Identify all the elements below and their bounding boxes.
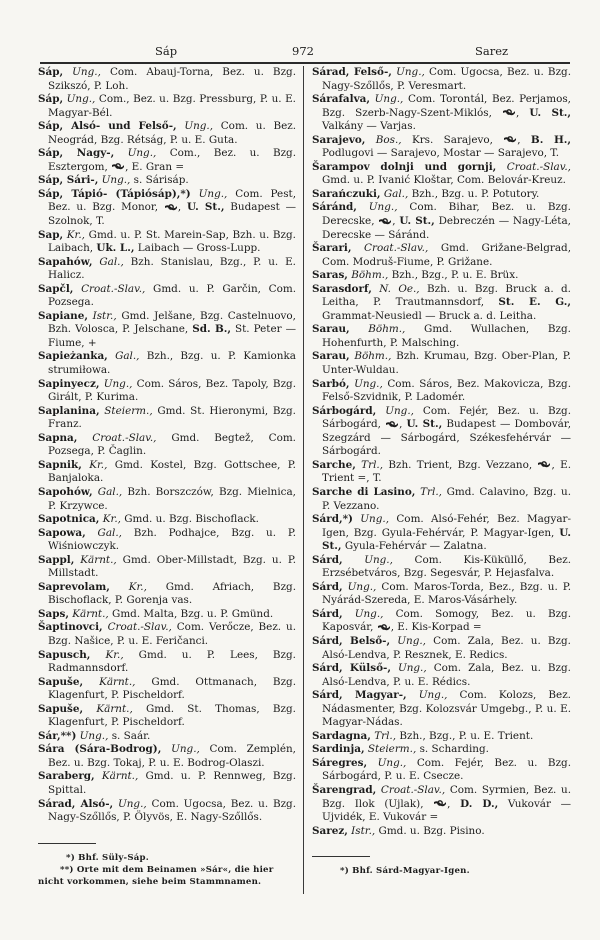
entry-region: Croat.-Slav., [380,783,446,796]
entry-region: Ung., [171,743,200,756]
post-horn-icon [111,163,125,170]
entry-headword: Šaptinovci, [38,621,103,634]
entry-headword: Sáp, Tápió- (Tápiósáp),*) [38,187,191,200]
gazetteer-entry [312,554,571,581]
entry-tail: , E. Gran = [125,160,185,173]
gazetteer-entry [312,784,571,825]
entry-region: Gal., [99,255,124,268]
entry-headword: Sárafalva, [312,93,370,106]
gazetteer-entry [38,486,296,513]
entry-headword: Sárd,*) [312,513,353,526]
gazetteer-entry [312,350,571,377]
entry-body: Com. Bihar, Bez. u. Bzg. Derecske, [322,201,571,228]
gazetteer-entry [312,283,571,324]
entry-region: Kr., [89,458,108,471]
entry-region: Ung., [347,580,377,593]
entry-body: Gmd. Afriach, Bzg. Bischoflack, P. Gorenja vas. [48,580,296,607]
entry-body: Gmd. Grižane-Belgrad, Com. Modruš-Fiume, P. Grižane. [322,242,572,268]
page-number: 972 [292,44,314,58]
entry-body: Bzh. Krumau, Bzg. Ober-Plan, P. Unter-Wuldau. [322,350,571,377]
entry-headword: Sarche di Lasino, [312,485,416,498]
entry-tail: , [447,797,451,810]
gazetteer-entry [312,825,571,839]
entry-region: Ung., [79,729,109,742]
entry-route: Laibach — Gross-Lupp. [137,242,261,255]
entry-headword: Sáp, Alsó- und Felső-, [38,120,177,133]
entry-headword: Sapna, [38,431,78,444]
entry-body: Bzh. Podhajce, Bzg. u. P. Wiśniowczyk. [48,526,297,553]
gazetteer-entry [38,310,296,351]
entry-headword: Sáregres, [312,756,368,769]
entry-route: Valkány — Varjas. [322,120,416,133]
entry-body: Com. Kolozs, Bez. Nádasmenter, Bzg. Kolozsvár Umgebg., P. u. E. Magyar-Nádas. [322,689,571,729]
entry-body: Com. Zala, Bez. u. Bzg. Alsó-Lendva, P. Resznek, E. Redics. [322,634,571,661]
entry-body: Gmd. u. P. Ivanić Kloštar, Com. Belovár-Kreuz. [322,174,566,187]
entry-railway: U. St., [399,215,435,228]
entry-railway: U. St., [529,106,571,119]
entry-body: Com. Zemplén, Bez. u. Bzg. Tokaj, P. u. E. Bodrog-Olaszi. [48,743,296,769]
gazetteer-entry [38,581,296,608]
entry-headword: Saraberg, [38,770,95,783]
entry-route: Debreczén — Nagy-Léta, Derecske — Sáránd. [322,215,571,241]
entry-body: Gmd. St. Thomas, Bzg. Klagenfurt, P. Pischeldorf. [48,702,296,729]
entry-region: Kr., [102,513,121,526]
entry-headword: Sappl, [38,553,75,566]
footnote-rule [38,843,96,844]
entry-region: Kärnt., [99,675,136,688]
entry-headword: Sáp, [38,66,64,78]
post-horn-icon [537,461,551,468]
gazetteer-entry [312,757,571,784]
gazetteer-entry [38,608,296,622]
entry-tail: , [392,215,396,228]
gazetteer-entry [38,527,296,554]
gazetteer-entry [312,581,571,608]
entry-route: Podlugovi — Sarajevo, Mostar — Sarajevo, T. [322,147,560,160]
entry-region: Croat.-Slav., [506,160,571,173]
entry-body: Gmd. u. P. Rennweg, Bzg. Spittal. [48,770,296,796]
entry-region: Ung., [396,66,425,78]
entry-headword: Sapnik, [38,458,82,471]
gazetteer-entry [312,459,571,486]
entry-body: Com. Pest, Bez. u. Bzg. Monor, [48,187,297,214]
entry-body: Com. Fejér, Bez. u. Bzg. Sárbogárd, [322,404,572,431]
entry-railway: U. St., [322,526,571,553]
entry-body: Com. u. Bez. Neográd, Bzg. Rétság, P. u. E. Guta. [48,120,296,146]
entry-headword: Sap, [38,228,64,241]
header-rule [40,62,570,64]
header-right-keyword: Sarez [475,44,509,58]
entry-body: Com., Bez. u. Bzg. Pressburg, P. u. E. Magyar-Bél. [48,93,296,119]
gazetteer-entry [312,486,571,513]
entry-headword: Saplanina, [38,404,100,417]
entry-region: Ung., [374,93,404,106]
entry-headword: Sáránd, [312,201,357,214]
entry-route: Vukovár — Ujvidék, E. Vukovár = [322,797,571,824]
gazetteer-entry [312,66,571,93]
footnote: *) Bhf. Süly-Sáp. [66,852,149,863]
entry-headword: Sáp, Nagy-, [38,147,115,160]
entry-body: Krs. Sarajevo, [411,133,493,146]
entry-region: Kr., [66,228,85,241]
post-horn-icon [433,800,447,807]
entry-body: Com. Ugocsa, Bez. u. Bzg. Nagy-Szőllős, P. Ölyvös, E. Nagy-Szőllős. [48,797,297,824]
header-left-keyword: Sáp [155,44,178,58]
gazetteer-entry [38,120,296,147]
entry-region: Ung., [354,607,384,620]
entry-body: Com. Kis-Küküllő, Bez. Erzsébetváros, Bzg. Segesvár, P. Hejasfalva. [322,553,571,580]
gazetteer-entry [312,743,571,757]
entry-region: Ung., [66,93,96,106]
entry-region: Ung., [418,689,448,702]
entry-body: Gmd. u. P. Lees, Bzg. Radmannsdorf. [48,648,296,675]
entry-body: s. Scharding. [419,743,489,756]
entry-body: Com. Torontál, Bez. Perjamos, Bzg. Szerb-Nagy-Szent-Miklós, [322,93,571,119]
entry-body: Gmd. Ottmanach, Bzg. Klagenfurt, P. Pischeldorf. [48,675,296,702]
entry-region: Croat.-Slav., [92,431,157,444]
entry-headword: Sarez, [312,824,348,837]
footnote: **) Orte mit dem Beinamen »Sár«, die hier nicht vorkommen, siehe beim Stammnamen. [38,864,274,887]
entry-body: Com. Alsó-Fehér, Bez. Magyar-Igen, Bzg. Gyula-Fehérvár, P. Magyar-Igen, [322,513,571,539]
entry-headword: Sapowa, [38,526,86,539]
entry-headword: Sapinyecz, [38,377,100,390]
entry-headword: Sarasdorf, [312,282,372,295]
gazetteer-entry [312,134,571,161]
right-entries [312,66,571,838]
entry-headword: Sardagna, [312,729,371,742]
entry-body: Gmd. Jelšane, Bzg. Castelnuovo, Bzh. Volosca, P. Jelschane, [48,309,296,336]
entry-region: Kärnt., [101,770,139,783]
entry-headword: Saprevolam, [38,580,110,593]
entry-headword: Šarari, [312,242,352,255]
gazetteer-entry [38,770,296,797]
entry-region: Croat.-Slav., [364,242,429,255]
gazetteer-entry [38,703,296,730]
entry-body: Gmd. Begtež, Com. Pozsega, P. Čaglin. [48,431,296,458]
gazetteer-entry [38,378,296,405]
gazetteer-entry [38,147,296,174]
gazetteer-entry [38,66,296,93]
entry-headword: Sapusch, [38,648,91,661]
entry-body: Gmd. St. Hieronymi, Bzg. Franz. [48,404,296,431]
entry-region: Ung., [127,147,157,160]
entry-body: Gmd. u. P. Garčin, Com. Pozsega. [48,282,296,309]
gazetteer-entry [312,188,571,202]
entry-headword: Sáp, Sári-, [38,174,99,187]
entry-region: Ung., [184,120,214,133]
entry-body: Com. Verőcze, Bez. u. Bzg. Našice, P. u. E. Feričanci. [48,621,297,647]
gazetteer-entry [312,513,571,554]
entry-headword: Šarengrad, [312,783,377,796]
entry-headword: Sár,**) [38,729,77,742]
entry-body: Bzh. Borszczów, Bzg. Mielnica, P. Krzywce. [48,485,296,512]
entry-body: Com. Abauj-Torna, Bez. u. Bzg. Szikszó, P. Loh. [48,66,296,92]
entry-body: Gmd. u. Bzg. Bischoflack. [124,513,259,526]
entry-region: Ung., [360,513,390,526]
gazetteer-entry [38,174,296,188]
entry-region: Croat.-Slav., [81,282,146,295]
entry-region: Trl., [420,485,442,498]
entry-body: Bzh., Bzg. u. P. Potutory. [411,187,540,200]
entry-body: Com. Maros-Torda, Bez., Bzg. u. P. Nyárád-Szereda, E. Maros-Vásárhely. [322,580,571,607]
entry-headword: Sardinja, [312,743,365,756]
gazetteer-entry [312,635,571,662]
entry-headword: Sapuše, [38,675,84,688]
entry-region: Ung., [117,797,147,810]
entry-headword: Sarańczuki, [312,187,381,200]
gazetteer-entry [38,513,296,527]
entry-body: Gmd. Calavino, Bzg. u. P. Vezzano. [322,485,571,512]
entry-headword: Sapuše, [38,702,84,715]
entry-headword: Sapčl, [38,282,74,295]
entry-headword: Sarche, [312,458,356,471]
running-header [40,44,570,60]
entry-region: Ung., [364,553,393,566]
gazetteer-entry [312,323,571,350]
entry-region: Trl., [374,729,397,742]
entry-region: Istr., [351,824,376,837]
entry-tail: , [399,418,403,431]
gazetteer-entry [38,350,296,377]
entry-region: N. Oe., [379,282,420,295]
entry-body: Bzh., Bzg. u. P. Kamionka strumiłowa. [48,350,296,377]
entry-body: Gmd. Ober-Millstadt, Bzg. u. P. Millstadt. [48,553,297,580]
entry-body: Gmd. Wullachen, Bzg. Hohenfurth, P. Malsching. [322,323,571,349]
entry-tail: , E. Kis-Korpad = [390,621,482,634]
entry-headword: Sárad, Alsó-, [38,797,114,810]
gazetteer-entry [38,730,296,744]
entry-route: Budapest — Szolnok, T. [48,201,296,228]
gazetteer-entry [38,676,296,703]
entry-route: Gyula-Fehérvár — Zalatna. [344,540,487,553]
entry-headword: Sarbó, [312,377,350,390]
footnote-rule [312,856,370,857]
entry-region: Kärnt., [96,702,133,715]
post-horn-icon [378,218,392,225]
gazetteer-entry [312,269,571,283]
entry-region: Böhm., [368,323,406,336]
post-horn-icon [385,421,399,428]
gazetteer-entry [38,256,296,283]
gazetteer-entry [38,405,296,432]
gazetteer-entry [312,242,571,269]
entry-headword: Sárd, [312,553,343,566]
entry-body: Bzh. u. Bzg. Bruck a. d. Leitha, P. Trautmannsdorf, [322,282,571,309]
entry-body: Com. Syrmien, Bez. u. Bzg. Ilok (Ujlak), [322,783,571,810]
entry-headword: Sapiane, [38,309,88,322]
entry-tail: , [515,106,520,119]
gazetteer-entry [312,378,571,405]
entry-region: Ung., [397,634,426,647]
entry-route: St. Peter — Fiume, + [48,323,297,349]
entry-body: Com. Fejér, Bez. u. Bzg. Sárbogárd, P. u. E. Csecze. [322,756,571,783]
entry-headword: Sárad, Felső-, [312,66,392,78]
left-entries [38,66,296,825]
entry-body: Com. Zala, Bez. u. Bzg. Alsó-Lendva, P. u. E. Rédics. [322,662,571,688]
entry-region: Croat.-Slav., [107,621,172,634]
entry-region: Kärnt., [72,607,109,620]
entry-region: Ung., [354,377,383,390]
entry-headword: Sárd, Belső-, [312,634,391,647]
entry-headword: Sárd, Külső-, [312,662,391,675]
post-horn-icon [164,204,178,211]
entry-headword: Saras, [312,269,348,282]
entry-region: Böhm., [351,269,389,282]
post-horn-icon [503,136,517,143]
entry-headword: Šarampov dolnji und gornji, [312,160,497,173]
entry-body: Com. Sáros, Bez. Makovicza, Bzg. Felső-Szvidnik, P. Ladomér. [322,377,572,404]
entry-headword: Sárd, Magyar-, [312,689,407,702]
gazetteer-entry [38,93,296,120]
entry-region: Steierm., [104,404,153,417]
entry-region: Kr., [105,648,124,661]
entry-headword: Sarau, [312,350,350,363]
entry-headword: Saps, [38,607,69,620]
entry-region: Kärnt., [80,553,117,566]
gazetteer-entry [312,93,571,134]
entry-body: s. Sárisáp. [133,174,189,187]
gazetteer-entry [312,730,571,744]
entry-body: Com. Sáros, Bez. Tapoly, Bzg. Girált, P. Kurima. [48,377,296,404]
entry-headword: Sapotnica, [38,513,100,526]
entry-body: Gmd. u. P. St. Marein-Sap, Bzh. u. Bzg. Laibach, [48,228,296,255]
gazetteer-entry [38,459,296,486]
entry-railway: U. St., [187,201,225,214]
post-horn-icon [377,624,391,631]
entry-body: Gmd. Kostel, Bzg. Gottschee, P. Banjaloka. [48,458,296,485]
entry-headword: Sárd, [312,607,343,620]
gazetteer-entry [312,161,571,188]
entry-railway: D. D., [460,797,499,810]
entry-headword: Sapieżanka, [38,350,108,363]
entry-region: Kr., [128,580,147,593]
entry-region: Ung., [385,404,414,417]
entry-region: Gal., [383,187,409,200]
entry-headword: Sáp, [38,93,64,106]
entry-tail: , E. Trient =, T. [322,458,572,485]
entry-region: Steierm., [367,743,417,756]
entry-railway: Sd. B., [192,323,231,336]
entry-body: Com., Bez. u. Bzg. Esztergom, [48,147,297,173]
entry-route: Budapest — Dombovár, Szegzárd — Sárbogárd, Székesfehérvár — Sárbogárd. [322,418,571,458]
entry-railway: Uk. L., [96,242,135,255]
gazetteer-entry [312,201,571,242]
right-column [312,66,571,877]
entry-tail: , [177,201,182,214]
column-divider [303,66,304,894]
entry-region: Ung., [368,201,398,214]
entry-region: Gal., [115,350,140,363]
gazetteer-entry [38,621,296,648]
entry-railway: St. E. G., [498,296,571,309]
gazetteer-entry [38,554,296,581]
gazetteer-entry [38,229,296,256]
entry-region: Ung., [377,756,407,769]
entry-region: Ung., [397,662,427,675]
gazetteer-entry [38,743,296,770]
entry-tail: , [517,133,521,146]
entry-body: Bzh., Bzg., P. u. E. Trient. [399,729,534,742]
entry-region: Ung., [101,174,131,187]
entry-railway: U. St., [406,418,443,431]
entry-body: Gmd. Malta, Bzg. u. P. Gmünd. [112,607,274,620]
entry-body: Bzh. Stanislau, Bzg., P. u. E. Halicz. [48,255,296,282]
entry-region: Gal., [97,526,122,539]
entry-body: s. Saár. [111,729,151,742]
gazetteer-entry [312,662,571,689]
gazetteer-entry [38,188,296,229]
gazetteer-entry [38,649,296,676]
entry-body: Com. Somogy, Bez. u. Bzg. Kaposvár, [322,607,572,634]
gazetteer-entry [38,432,296,459]
post-horn-icon [502,109,516,116]
entry-region: Ung., [103,377,133,390]
entry-headword: Sárd, [312,580,343,593]
footnote: *) Bhf. Sárd-Magyar-Igen. [340,866,470,877]
gazetteer-entry [312,689,571,730]
entry-region: Böhm., [354,350,392,363]
gazetteer-entry [38,283,296,310]
entry-headword: Sapahów, [38,255,93,268]
entry-headword: Sarajevo, [312,133,366,146]
entry-route: Grammat-Neusiedl — Bruck a. d. Leitha. [322,309,537,322]
entry-region: Ung., [198,187,228,200]
entry-region: Bos., [375,133,402,146]
entry-body: Gmd. u. Bzg. Pisino. [378,824,485,837]
entry-headword: Sapohów, [38,485,93,498]
gazetteer-entry [38,798,296,825]
gazetteer-entry [312,608,571,635]
gazetteer-entry [312,405,571,459]
entry-region: Gal., [97,485,123,498]
left-column [38,66,296,888]
entry-body: Com. Ugocsa, Bez. u. Bzg. Nagy-Szőllős, P. Veresmart. [322,66,571,92]
entry-headword: Sarau, [312,323,350,336]
entry-body: Bzh., Bzg., P. u. E. Brüx. [391,269,519,282]
entry-region: Istr., [92,309,117,322]
entry-region: Ung., [72,66,101,78]
entry-headword: Sára (Sára-Bodrog), [38,743,162,756]
entry-body: Bzh. Trient, Bzg. Vezzano, [388,458,533,471]
entry-headword: Sárbogárd, [312,404,377,417]
entry-region: Trl., [361,458,383,471]
entry-railway: B. H., [530,133,572,146]
